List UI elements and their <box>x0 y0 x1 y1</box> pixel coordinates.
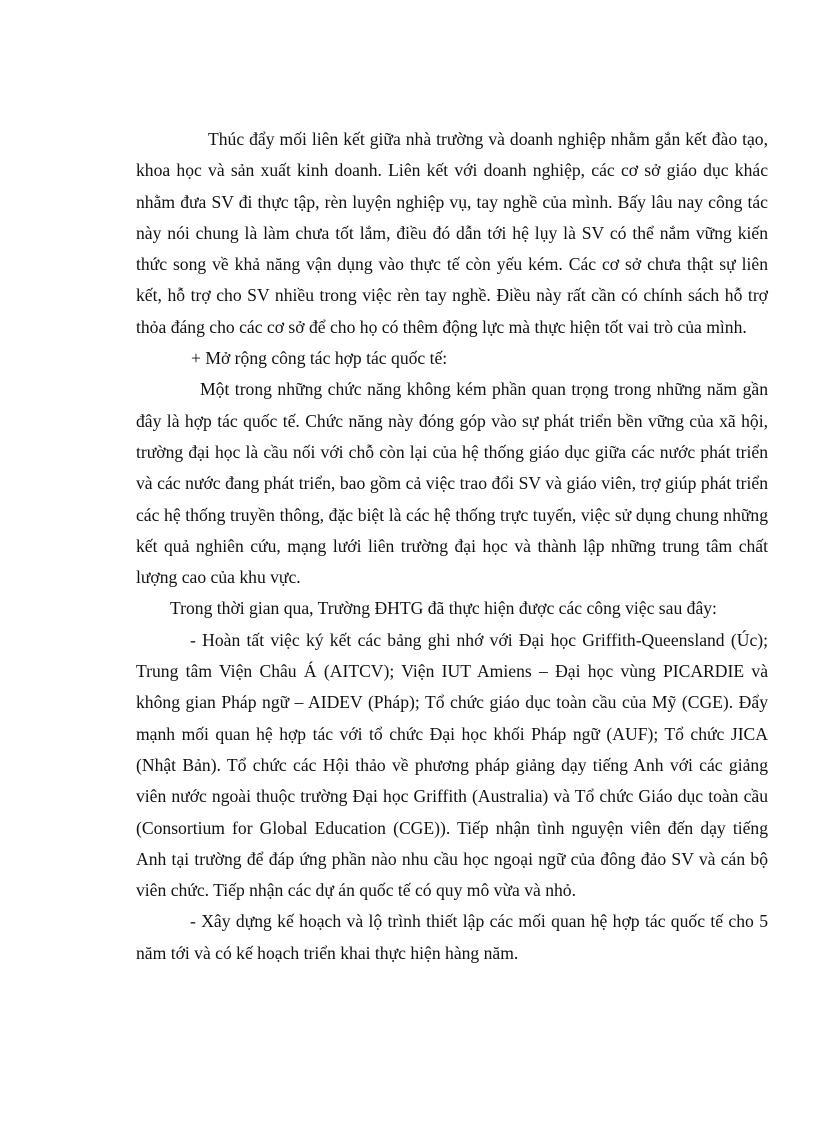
document-body <box>136 124 768 969</box>
paragraph-five-year-plan: - Xây dựng kế hoạch và lộ trình thiết lập các mối quan hệ hợp tác quốc tế cho 5 năm tới và có kế hoạch triển khai thực hiện hàng năm. <box>136 911 768 963</box>
paragraph-international-heading: + Mở rộng công tác hợp tác quốc tế: <box>191 348 448 369</box>
paragraph-recent-work: Trong thời gian qua, Trường ĐHTG đã thực hiện được các công việc sau đây: <box>170 598 717 619</box>
paragraph-mou-list: - Hoàn tất việc ký kết các bảng ghi nhớ với Đại học Griffith-Queensland (Úc); Trung tâm Viện Châu Á (AITCV); Viện IUT Amiens – Đại học vùng PICARDIE và không gian Pháp ngữ – AIDEV (Pháp); Tổ chức giáo dục toàn cầu của Mỹ (CGE). Đẩy mạnh mối quan hệ hợp tác với tổ chức Đại học khối Pháp ngữ (AUF); Tổ chức JICA (Nhật Bản). Tổ chức các Hội thảo về phương pháp giảng dạy tiếng Anh với các giảng viên nước ngoài thuộc trường Đại học Griffith (Australia) và Tổ chức Giáo dục toàn cầu (Consortium for Global Education (CGE)). Tiếp nhận tình nguyện viên đến dạy tiếng Anh tại trường để đáp ứng phần nào nhu cầu học ngoại ngữ của đông đảo SV và cán bộ viên chức. Tiếp nhận các dự án quốc tế có quy mô vừa và nhỏ. <box>136 629 768 901</box>
paragraph-international-cooperation: Một trong những chức năng không kém phần quan trọng trong những năm gần đây là hợp tác quốc tế. Chức năng này đóng góp vào sự phát triển bền vững của xã hội, trường đại học là cầu nối với chỗ còn lại của hệ thống giáo dục giữa các nước phát triển và các nước đang phát triển, bao gồm cả việc trao đổi SV và giáo viên, trợ giúp phát triển các hệ thống truyền thông, đặc biệt là các hệ thống trực tuyến, việc sử dụng chung những kết quả nghiên cứu, mạng lưới liên trường đại học và thành lập những trung tâm chất lượng cao của khu vực. <box>136 379 768 588</box>
paragraph-enterprise-linkage: Thúc đẩy mối liên kết giữa nhà trường và doanh nghiệp nhằm gắn kết đào tạo, khoa học và sản xuất kinh doanh. Liên kết với doanh nghiệp, các cơ sở giáo dục khác nhằm đưa SV đi thực tập, rèn luyện nghiệp vụ, tay nghề của mình. Bấy lâu nay công tác này nói chung là làm chưa tốt lắm, điều đó dẫn tới hệ lụy là SV có thể nắm vững kiến thức song về khả năng vận dụng vào thực tế còn yếu kém. Các cơ sở chưa thật sự liên kết, hỗ trợ cho SV nhiều trong việc rèn tay nghề. Điều này rất cần có chính sách hỗ trợ thỏa đáng cho các cơ sở để cho họ có thêm động lực mà thực hiện tốt vai trò của mình. <box>136 129 768 337</box>
